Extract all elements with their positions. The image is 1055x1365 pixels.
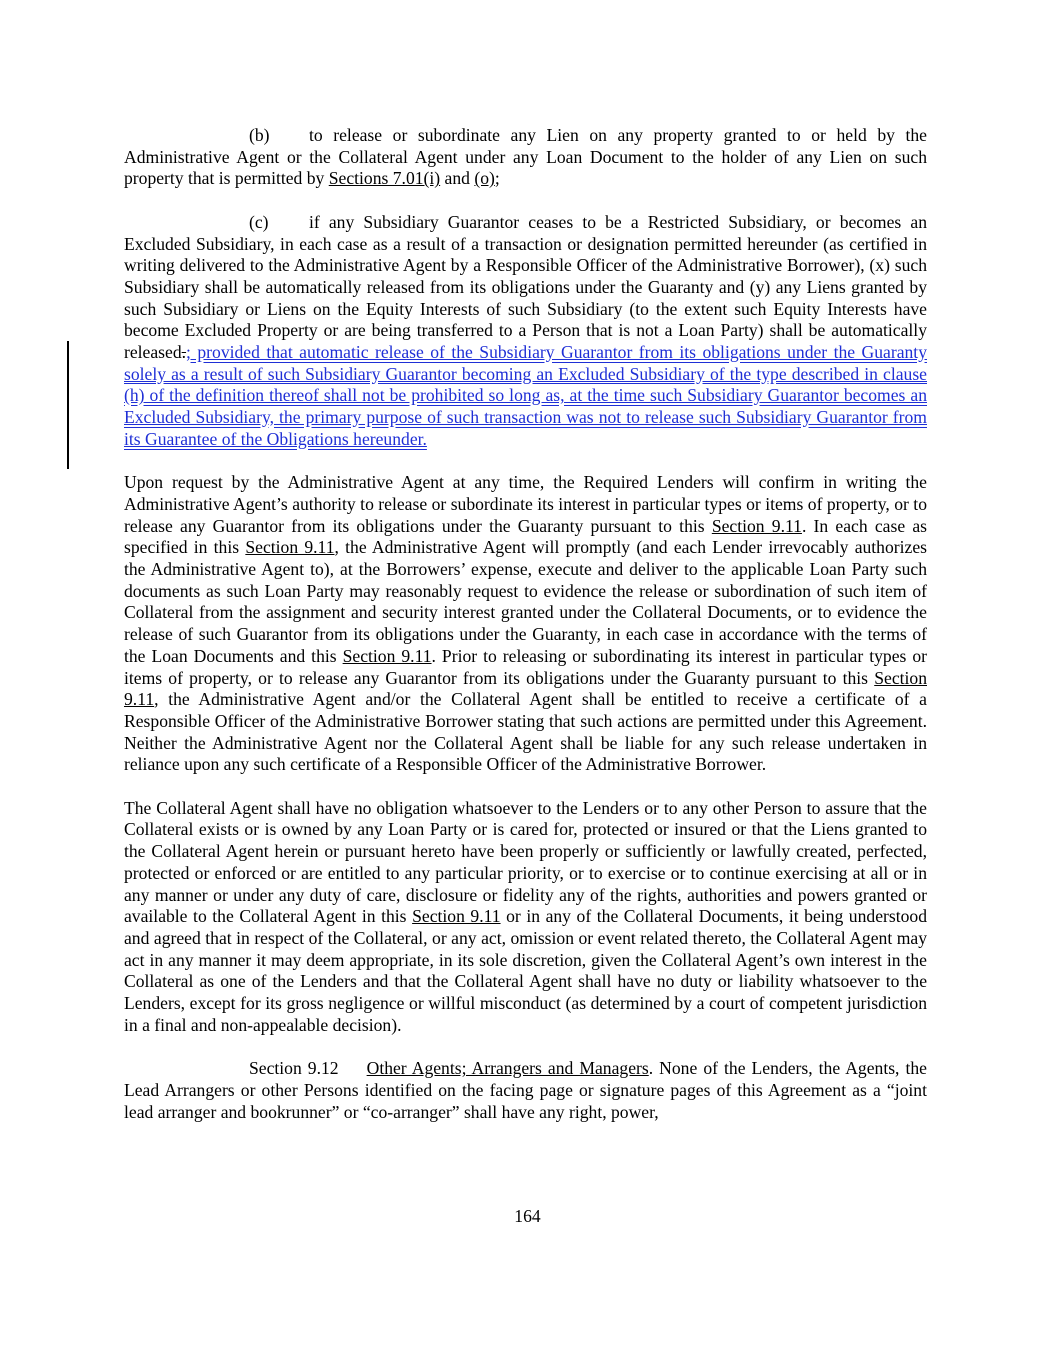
section-reference: Sections 7.01(i) xyxy=(328,168,441,189)
section-9-12-text: . None of the Lenders, the Agents, the Lead Arrangers or other Persons identified on the facing page or signature pages of this Agreement as a “joint lead arranger and bookrunner” or “co-arranger” shall have any right, power, xyxy=(124,1058,927,1122)
section-reference: Section 9.11 xyxy=(412,906,501,927)
revision-change-bar xyxy=(67,341,69,469)
section-reference: Section 9.11 xyxy=(342,645,432,666)
paragraph-collateral-agent: The Collateral Agent shall have no obligation whatsoever to the Lenders or to any other Person to assure that the Collateral exists or is owned by any Loan Party or is cared for, protected or insured or that the Liens granted to the Collateral Agent herein or pursuant hereto have been properly or sufficiently or lawfully created, perfected, protected or enforced or are entitled to any particular priority, or to exercise or to continue exercising at all or in any manner or under any duty of care, disclosure or fidelity any of the rights, authorities and powers granted or available to the Collateral Agent in this Section 9.11 or in any of the Collateral Documents, it being understood and agreed that in respect of the Collateral, or any act, omission or event related thereto, the Collateral Agent may act in any manner it may deem appropriate, in its sole discretion, given the Collateral Agent’s own interest in the Collateral as one of the Lenders and that the Collateral Agent shall have no duty or liability whatsoever to the Lenders, except for its gross negligence or willful misconduct (as determined by a court of competent jurisdiction in a final and non-appealable decision). xyxy=(124,797,927,1035)
section-9-12 xyxy=(124,1058,927,1123)
section-number: Section 9.12 xyxy=(249,1058,339,1079)
section-reference: Section 9.11 xyxy=(245,537,335,558)
paragraph-release-request: Upon request by the Administrative Agent at any time, the Required Lenders will confirm in writing the Administrative Agent’s authority to release or subordinate its interest in particular types or items of property, or to release any Guarantor from its obligations under the Guaranty pursuant to this Section 9.11. In each case as specified in this Section 9.11, the Administrative Agent will promptly (and each Lender irrevocably authorizes the Administrative Agent to), at the Borrowers’ expense, execute and deliver to the applicable Loan Party such documents as such Loan Party may reasonably request to evidence the release or subordination of such item of Collateral from the assignment and security interest granted under the Collateral Documents, or to evidence the release of such Guarantor from its obligations under the Guaranty, in each case in accordance with the terms of the Loan Documents and this Section 9.11. Prior to releasing or subordinating its interest in particular types or items of property, or to release any Guarantor from its obligations under the Guaranty pursuant to this Section 9.11, the Administrative Agent and/or the Collateral Agent shall be entitled to receive a certificate of a Responsible Officer of the Administrative Borrower stating that such actions are permitted under this Agreement. Neither the Administrative Agent nor the Collateral Agent shall be liable for any such release undertaken in reliance upon any such certificate of a Responsible Officer of the Administrative Borrower. xyxy=(124,472,928,775)
document-page xyxy=(124,125,927,1145)
section-heading: Other Agents; Arrangers and Managers xyxy=(366,1058,649,1079)
section-reference: Section 9.11 xyxy=(711,515,802,536)
paragraph-c xyxy=(124,212,927,451)
paragraph-c-text: if any Subsidiary Guarantor ceases to be a Restricted Subsidiary, or becomes an Excluded Subsidiary, in each case as a result of a transaction or designation permitted hereunder (as certified in writing delivered to the Administrative Agent by a Responsible Officer of the Administrative Borrower), (x) such Subsidiary shall be automatically released from its obligations under the Guaranty and (y) any Liens granted by such Subsidiary or Liens on the Equity Interests of such Subsidiary (to the extent such Equity Interests have become Excluded Property or are being transferred to a Person that is not a Loan Party) shall be automatically released xyxy=(124,211,927,363)
clause-label-c: (c) xyxy=(249,211,269,232)
inserted-text: ; provided that automatic release of the Subsidiary Guarantor from its obligations under the Guaranty solely as a result of such Subsidiary Guarantor becoming an Excluded Subsidiary of the type described in clause (h) of the definition thereof shall not be prohibited so long as, at the time such Subsidiary Guarantor becomes an Excluded Subsidiary, the primary purpose of such transaction was not to release such Subsidiary Guarantor from its Guarantee of the Obligations hereunder. xyxy=(124,342,927,449)
paragraph-b-text: to release or subordinate any Lien on any property granted to or held by the Administrative Agent or the Collateral Agent under any Loan Document to the holder of any Lien on such property that is permitted by xyxy=(124,125,927,189)
paragraph-b: (b) to release or subordinate any Lien on any property granted to or held by the Administrative Agent or the Collateral Agent under any Loan Document to the holder of any Lien on such property that is permitted by Sections 7.01(i) and (o); xyxy=(124,125,927,189)
deleted-text: . xyxy=(181,342,187,363)
page-number: 164 xyxy=(514,1206,541,1226)
clause-label-b: (b) xyxy=(249,125,270,145)
section-reference: Section 9.11 xyxy=(124,667,927,710)
section-reference: (o) xyxy=(474,168,495,189)
